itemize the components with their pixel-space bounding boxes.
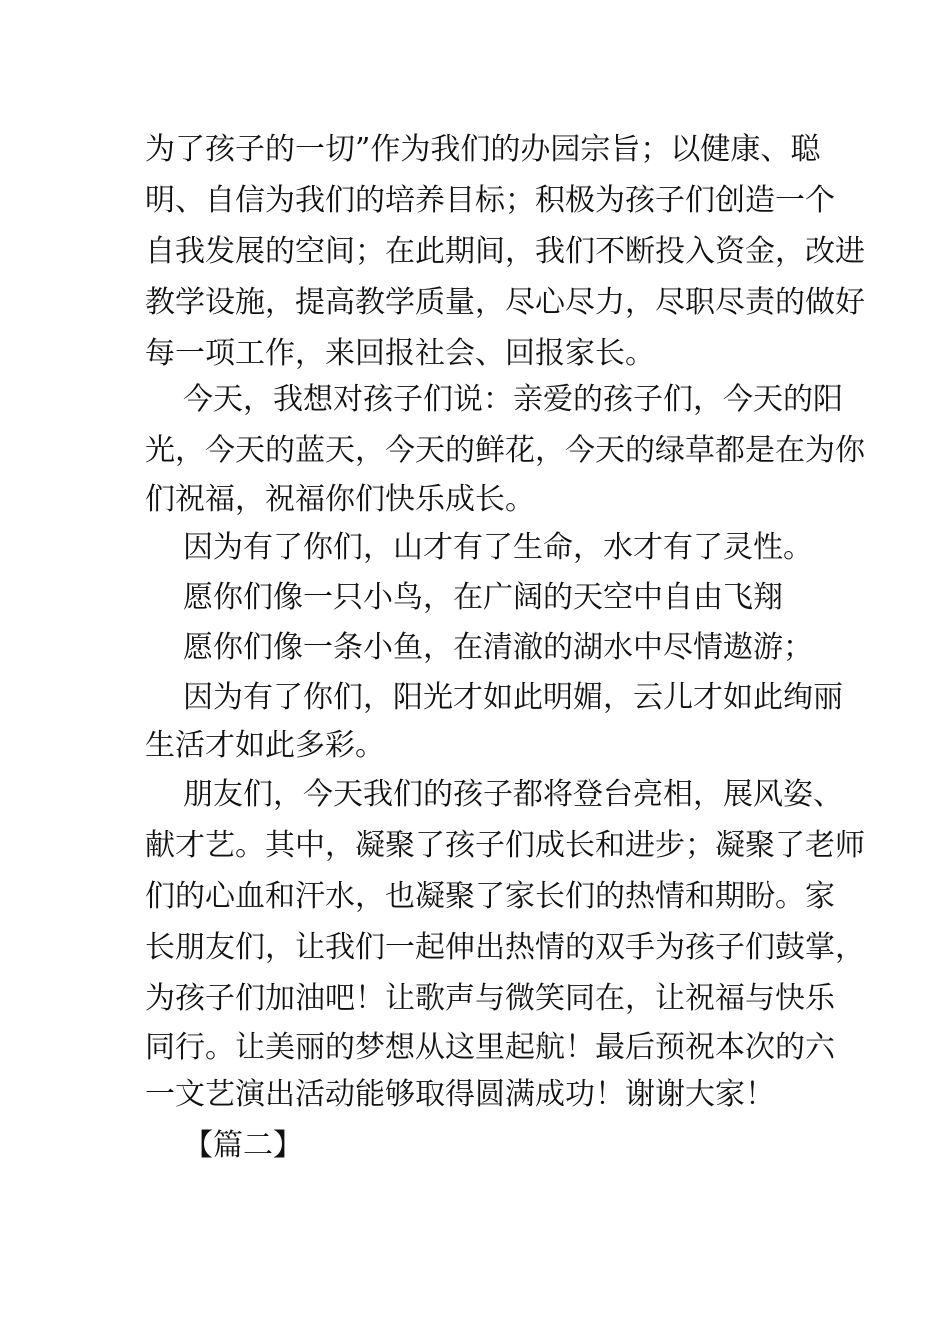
text-line: 明、自信为我们的培养目标；积极为孩子们创造一个 [145, 183, 835, 218]
text-line: 献才艺。其中，凝聚了孩子们成长和进步；凝聚了老师 [145, 828, 865, 863]
text-line: 自我发展的空间；在此期间，我们不断投入资金，改进 [145, 234, 865, 269]
text-line: 长朋友们，让我们一起伸出热情的双手为孩子们鼓掌， [145, 930, 865, 965]
text-line: 因为有了你们，山才有了生命，水才有了灵性。 [183, 530, 813, 565]
text-line: 朋友们，今天我们的孩子都将登台亮相，展风姿、 [183, 777, 843, 812]
text-line: 光，今天的蓝天，今天的鲜花，今天的绿草都是在为你 [145, 433, 865, 468]
text-line: 同行。让美丽的梦想从这里起航！最后预祝本次的六 [145, 1030, 835, 1065]
text-line: 愿你们像一只小鸟，在广阔的天空中自由飞翔 [183, 580, 783, 615]
text-line: 今天，我想对孩子们说：亲爱的孩子们，今天的阳 [183, 382, 843, 417]
text-line: 每一项工作，来回报社会、回报家长。 [145, 336, 655, 371]
text-line: 为孩子们加油吧！让歌声与微笑同在，让祝福与快乐 [145, 981, 835, 1016]
text-line: 愿你们像一条小鱼，在清澈的湖水中尽情遨游； [183, 630, 813, 665]
text-line: 教学设施，提高教学质量，尽心尽力，尽职尽责的做好 [145, 285, 865, 320]
section-heading: 【篇二】 [183, 1128, 303, 1163]
text-line: 们的心血和汗水，也凝聚了家长们的热情和期盼。家 [145, 879, 835, 914]
text-line: 为了孩子的一切”作为我们的办园宗旨；以健康、聪 [145, 132, 821, 167]
text-line: 因为有了你们，阳光才如此明媚，云儿才如此绚丽 [183, 680, 843, 715]
text-line: 们祝福，祝福你们快乐成长。 [145, 482, 535, 517]
text-line: 生活才如此多彩。 [145, 728, 385, 763]
text-line: 一文艺演出活动能够取得圆满成功！谢谢大家！ [145, 1077, 775, 1112]
